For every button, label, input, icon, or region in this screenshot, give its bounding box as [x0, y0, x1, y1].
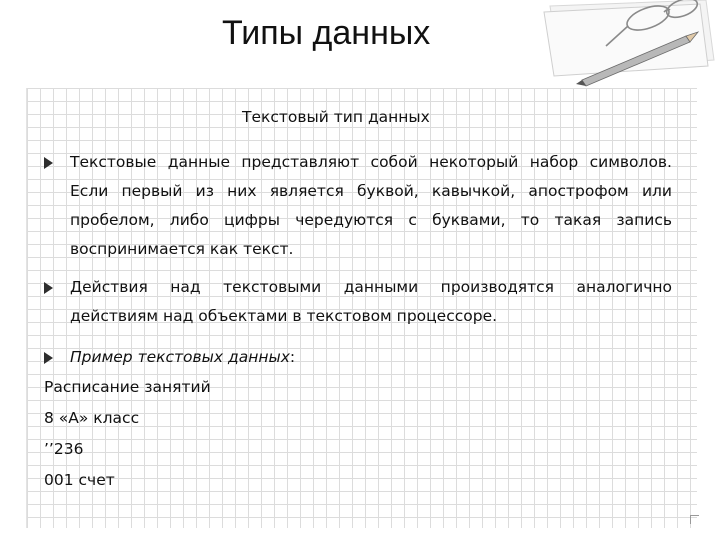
example-label: Пример текстовых данных — [70, 348, 290, 366]
bullet-text — [70, 343, 672, 372]
bullet-text: Текстовые данные представляют собой некоторый набор символов. Если первый из них является буквой, кавычкой, апострофом или пробелом, либо цифры чередуются с буквами, то такая запись воспринимается как текст. — [70, 153, 672, 258]
example-item: Расписание занятий — [44, 378, 211, 396]
triangle-bullet-icon — [44, 157, 53, 169]
example-item: 8 «А» класс — [44, 409, 140, 427]
bullet-item — [44, 148, 672, 264]
example-colon: : — [289, 348, 296, 366]
triangle-bullet-icon — [44, 282, 53, 294]
example-item: ’’236 — [44, 440, 84, 458]
slide-title: Типы данных — [222, 14, 431, 52]
bullet-text: Действия над текстовыми данными производятся аналогично действиям над объектами в текстовом процессоре. — [70, 278, 672, 325]
corner-mark — [690, 515, 699, 524]
example-list — [44, 372, 211, 496]
slide-subtitle: Текстовый тип данных — [242, 108, 430, 126]
bullet-item — [44, 273, 672, 331]
triangle-bullet-icon — [44, 352, 53, 364]
desk-decoration — [536, 0, 720, 92]
bullet-item — [44, 343, 672, 372]
example-item: 001 счет — [44, 471, 115, 489]
